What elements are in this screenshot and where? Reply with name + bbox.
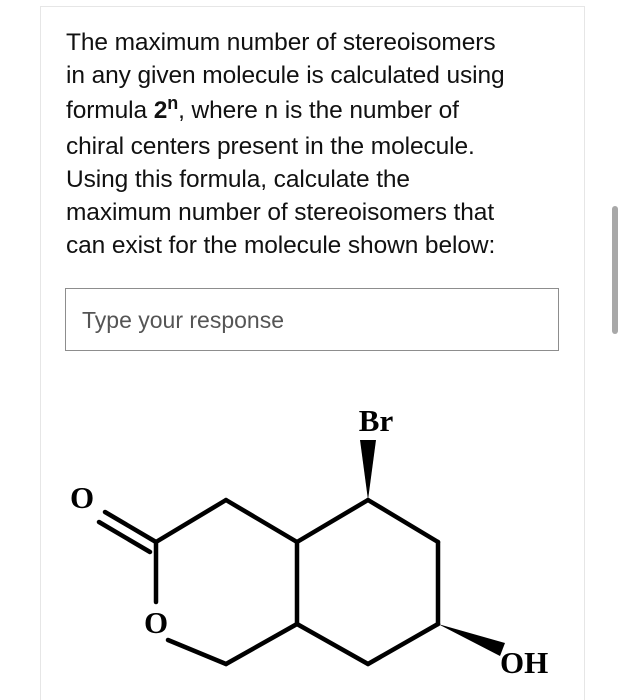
atom-ring-oxygen: O (143, 605, 169, 640)
response-input[interactable] (82, 307, 532, 334)
bond-double (99, 522, 150, 552)
bond-double (105, 512, 156, 542)
question-line: can exist for the molecule shown below: (66, 232, 496, 259)
bond (168, 640, 226, 664)
scrollbar-thumb[interactable] (612, 206, 618, 334)
atom-carbonyl-oxygen: O (69, 480, 95, 515)
question-line: The maximum number of stereoisomers (66, 29, 496, 56)
formula-base: 2 (153, 97, 168, 124)
wedge-bond-bromine (360, 440, 376, 500)
formula-exponent: n (167, 93, 179, 113)
question-line: Using this formula, calculate the (66, 166, 410, 193)
bond (226, 500, 297, 542)
bond (226, 624, 297, 664)
response-field[interactable] (65, 288, 559, 351)
atom-hydroxyl: OH (500, 645, 549, 680)
bond (368, 500, 438, 542)
bond (297, 500, 368, 542)
atom-bromine: Br (358, 403, 394, 438)
question-line-formula (66, 94, 566, 129)
formula-suffix: , where n is the number of (178, 97, 459, 124)
bond (156, 500, 226, 542)
bond (368, 624, 438, 664)
question-line: maximum number of stereoisomers that (66, 199, 495, 226)
question-text (66, 26, 566, 262)
bond (297, 624, 368, 664)
question-line: in any given molecule is calculated using (66, 62, 505, 89)
molecule-structure (0, 380, 625, 700)
formula-prefix: formula (66, 97, 154, 124)
question-line: chiral centers present in the molecule. (66, 133, 475, 160)
wedge-bond-hydroxyl (438, 624, 505, 656)
